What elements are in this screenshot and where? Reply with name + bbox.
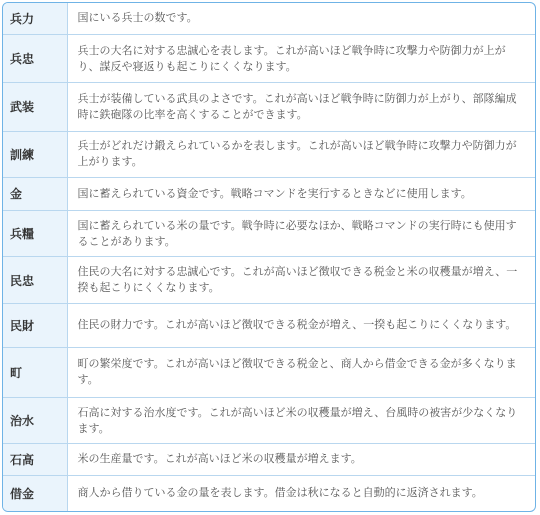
table-row <box>3 34 535 82</box>
table-row <box>3 177 535 211</box>
term-cell: 民忠 <box>3 257 67 303</box>
table-row <box>3 475 535 511</box>
description-cell: 国に蓄えられている米の量です。戦争時に必要なほか、戦略コマンドの実行時にも使用することがあります。 <box>67 211 535 257</box>
description-cell: 石高に対する治水度です。これが高いほど米の収穫量が増え、台風時の被害が少なくなります。 <box>67 398 535 444</box>
table-row <box>3 257 535 303</box>
table-row <box>3 398 535 444</box>
description-cell: 兵士が装備している武具のよさです。これが高いほど戦争時に防御力が上がり、部隊編成時に鉄砲隊の比率を高くすることができます。 <box>67 83 535 131</box>
glossary-table <box>3 3 535 511</box>
term-cell: 治水 <box>3 398 67 444</box>
term-cell: 民財 <box>3 303 67 347</box>
table-row <box>3 83 535 131</box>
table-row <box>3 131 535 177</box>
table-row <box>3 303 535 347</box>
description-cell: 商人から借りている金の量を表します。借金は秋になると自動的に返済されます。 <box>77 486 483 500</box>
term-cell: 兵糧 <box>3 211 67 257</box>
description-cell: 町の繁栄度です。これが高いほど徴収できる税金と、商人から借金できる金が多くなります。 <box>67 347 535 397</box>
table-row <box>3 3 535 34</box>
description-cell: 国にいる兵士の数です。 <box>67 3 535 34</box>
term-cell: 借金 <box>3 475 67 511</box>
description-cell: 兵士の大名に対する忠誠心を表します。これが高いほど戦争時に攻撃力や防御力が上がり、謀反や寝返りも起こりにくくなります。 <box>67 34 535 82</box>
glossary-table-frame <box>2 2 536 512</box>
description-cell: 国に蓄えられている資金です。戦略コマンドを実行するときなどに使用します。 <box>67 177 535 211</box>
term-cell: 兵忠 <box>3 34 67 82</box>
term-cell: 金 <box>3 177 67 211</box>
term-cell: 訓練 <box>3 131 67 177</box>
description-cell: 米の生産量です。これが高いほど米の収穫量が増えます。 <box>67 444 535 475</box>
table-row <box>3 211 535 257</box>
term-cell: 武装 <box>3 83 67 131</box>
term-cell: 町 <box>3 347 67 397</box>
term-cell: 兵力 <box>3 3 67 34</box>
description-cell: 住民の財力です。これが高いほど徴収できる税金が増え、一揆も起こりにくくなります。 <box>67 303 535 347</box>
term-cell: 石高 <box>3 444 67 475</box>
table-row <box>3 347 535 397</box>
table-row <box>3 444 535 475</box>
description-cell: 兵士がどれだけ鍛えられているかを表します。これが高いほど戦争時に攻撃力や防御力が上がります。 <box>67 131 535 177</box>
description-cell: 住民の大名に対する忠誠心です。これが高いほど徴収できる税金と米の収穫量が増え、一揆も起こりにくくなります。 <box>67 257 535 303</box>
